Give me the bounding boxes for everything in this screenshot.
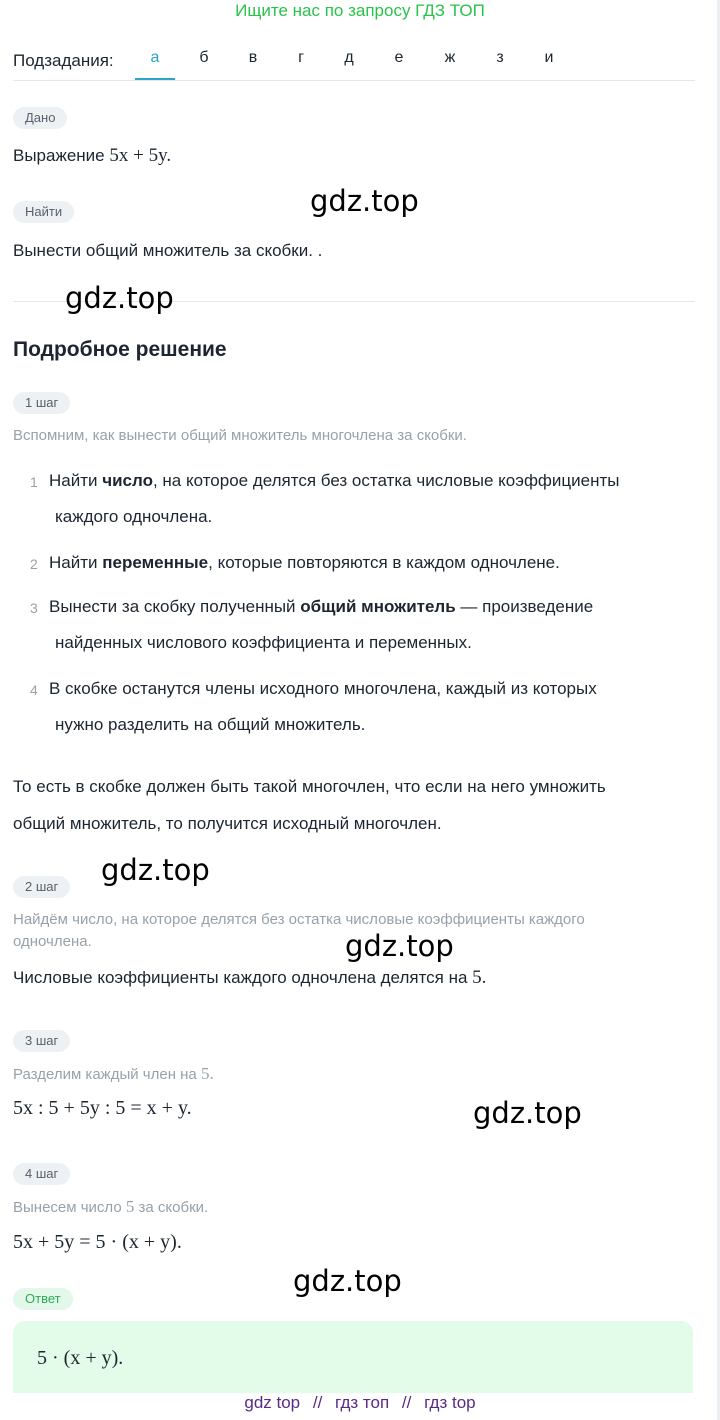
promo-banner: Ищите нас по запросу ГДЗ ТОП <box>235 1 485 20</box>
answer-chip: Ответ <box>13 1288 73 1310</box>
watermark: gdz.top <box>310 184 419 218</box>
list-item-continuation: каждого одночлена. <box>55 507 213 526</box>
footer-separator: // <box>312 1393 323 1412</box>
list-item-number: 1 <box>30 474 38 490</box>
step4-chip: 4 шаг <box>13 1163 70 1185</box>
footer-links <box>0 1393 720 1413</box>
given-expression: 5x + 5y. <box>109 145 172 166</box>
subtasks-label: Подзадания: <box>13 51 114 70</box>
step3-hint-prefix: Разделим каждый член на <box>13 1066 197 1083</box>
given-chip: Дано <box>13 107 67 129</box>
step2-chip: 2 шаг <box>13 876 70 898</box>
tab-v[interactable]: в <box>248 49 258 66</box>
watermark: gdz.top <box>293 1264 402 1298</box>
tabs-divider <box>13 80 695 81</box>
watermark: gdz.top <box>345 929 454 963</box>
watermark: gdz.top <box>65 281 174 315</box>
watermark: gdz.top <box>101 853 210 887</box>
list-item <box>49 589 593 625</box>
list-item-text: Вынести за скобку полученный <box>49 597 301 616</box>
list-item-bold: число <box>102 471 153 490</box>
step3-hint <box>13 1064 214 1084</box>
step2-hint-line1: Найдём число, на которое делятся без остатка числовые коэффициенты каждого <box>13 911 585 928</box>
step2-text <box>13 967 486 989</box>
step1-paragraph-line1: То есть в скобке должен быть такой многочлен, что если на него умножить <box>13 777 606 796</box>
answer-expression: 5 · (x + y). <box>37 1347 124 1369</box>
list-item-number: 3 <box>30 600 38 616</box>
subtask-tabs <box>135 49 695 79</box>
list-item-text: Найти <box>49 471 103 490</box>
tab-b[interactable]: б <box>199 49 209 66</box>
step1-hint: Вспомним, как вынести общий множитель многочлена за скобки. <box>13 427 467 444</box>
list-item <box>49 463 620 499</box>
tab-i[interactable]: и <box>544 49 554 66</box>
list-item-number: 2 <box>30 556 38 572</box>
watermark: gdz.top <box>473 1096 582 1130</box>
step4-expression: 5x + 5y = 5 · (x + y). <box>13 1231 182 1253</box>
step2-text-prefix: Числовые коэффициенты каждого одночлена делятся на <box>13 968 468 987</box>
tab-z[interactable]: з <box>496 49 504 66</box>
step4-hint <box>13 1197 208 1217</box>
find-chip: Найти <box>13 201 74 223</box>
given-text-prefix: Выражение <box>13 146 105 165</box>
step3-chip: 3 шаг <box>13 1030 70 1052</box>
find-text: Вынести общий множитель за скобки. . <box>13 241 323 260</box>
given-text <box>13 145 171 167</box>
footer-link-gdz-top-ru[interactable]: гдз топ <box>335 1393 390 1412</box>
step3-hint-value: 5. <box>200 1064 214 1083</box>
list-item: В скобке останутся члены исходного многочлена, каждый из которых <box>49 679 597 698</box>
step4-hint-suffix: за скобки. <box>138 1199 209 1216</box>
tab-d[interactable]: д <box>344 49 354 66</box>
tab-g[interactable]: г <box>298 49 304 66</box>
step4-hint-value: 5 <box>125 1197 135 1216</box>
step1-paragraph-line2: общий множитель, то получится исходный многочлен. <box>13 814 442 833</box>
footer-link-gdz-top-mixed[interactable]: гдз top <box>424 1393 476 1412</box>
tab-a[interactable]: а <box>135 49 175 79</box>
step3-expression: 5x : 5 + 5y : 5 = x + y. <box>13 1097 192 1119</box>
list-item-bold: переменные <box>102 553 209 572</box>
list-item-text: — произведение <box>455 597 594 616</box>
list-item-text: Найти <box>49 553 103 572</box>
list-item-continuation: найденных числового коэффициента и переменных. <box>55 633 472 652</box>
step2-value: 5. <box>472 967 487 988</box>
step1-chip: 1 шаг <box>13 392 70 414</box>
list-item-number: 4 <box>30 682 38 698</box>
footer-separator: // <box>401 1393 412 1412</box>
solution-title: Подробное решение <box>13 338 227 361</box>
tab-zh[interactable]: ж <box>444 49 456 66</box>
list-item-bold: общий множитель <box>300 597 456 616</box>
step2-hint-line2: одночлена. <box>13 933 92 950</box>
list-item-text: , на которое делятся без остатка числовые коэффициенты <box>152 471 620 490</box>
step4-hint-prefix: Вынесем число <box>13 1199 122 1216</box>
list-item-continuation: нужно разделить на общий множитель. <box>55 715 366 734</box>
list-item-text: , которые повторяются в каждом одночлене. <box>208 553 560 572</box>
footer-link-gdz-top[interactable]: gdz top <box>244 1393 301 1412</box>
list-item <box>49 545 560 581</box>
tab-e[interactable]: е <box>394 49 404 66</box>
